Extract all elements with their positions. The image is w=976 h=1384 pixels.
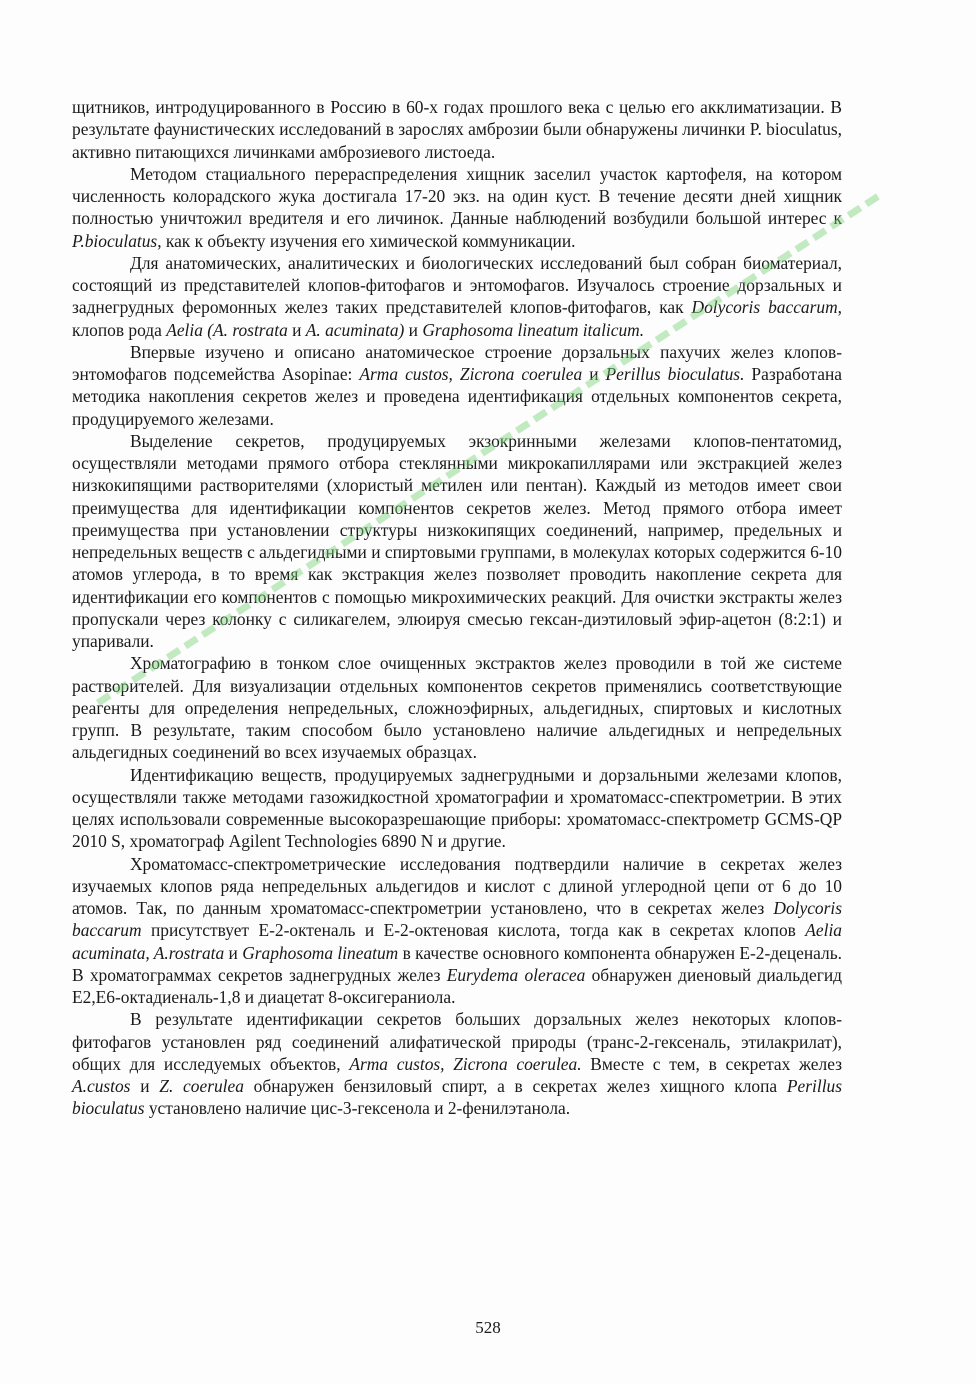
paragraph (72, 341, 842, 430)
italic-term: Eurydema oleracea (446, 964, 586, 985)
text-run: и (404, 319, 423, 340)
text-run: Впервые изучено и описано анатомическое строение дорзальных пахучих желез клопов-энтомофагов подсемейства Asopinae: (72, 341, 842, 384)
italic-term: Dolycoris baccarum (72, 898, 842, 941)
italic-term: Graphosoma lineatum italicum. (422, 319, 645, 340)
italic-term: Z. coerulea (159, 1076, 244, 1096)
text-run: Хроматомасс-спектрометрические исследования подтвердили наличие в секретах желез изучаемых клопов ряда непредельных альдегидов и кислот с длиной углеродной цепи от 6 до 10 атомов. Так, по данным хроматомасс-спектрометрии установлено, что в секретах желез (72, 853, 842, 918)
text-run: и (130, 1076, 160, 1096)
italic-term: Graphosoma lineatum (242, 942, 399, 963)
italic-term: Dolycoris baccarum (691, 297, 838, 318)
text-run: Разработана методика накопления секретов желез и проведена идентификация отдельных компонентов секрета, продуцируемого железами. (72, 364, 842, 429)
italic-term: Perillus bioculatus. (605, 364, 745, 384)
italic-term: A.custos (72, 1076, 131, 1096)
text-run: Выделение секретов, продуцируемых экзокринными железами клопов-пентатомид, осуществляли методами прямого отбора стеклянными микрокапиллярами или экстракцией желез низкокипящими растворителями (хлористый метилен или пентан). Каждый из методов имеет свои преимущества для идентификации компонентов секретов желез. Метод прямого отбора имеет преимущества при установлении структуры низкокипящих соединений, например, предельных и непредельных веществ с альдегидными и спиртовыми группами, в молекулах которых содержится 6-10 атомов углерода, в то время как экстракция желез позволяет проводить накопление секрета для идентификации его компонентов с помощью микрохимических реакций. Для очистки экстракты желез пропускали через колонку с силикагелем, элюируя смесью гексан-диэтиловый эфир-ацетон (8:2:1) и упаривали. (72, 430, 842, 651)
paragraph (72, 96, 842, 163)
text-run: Идентификацию веществ, продуцируемых заднегрудными и дорзальными железами клопов, осуществляли также методами газожидкостной хроматографии и хроматомасс-спектрометрии. В этих целях использовали современные высокоразрешающие приборы: хроматомасс-спектрометр GCMS-QP 2010 S, хроматограф Agilent Technologies 6890 N и другие. (72, 764, 842, 852)
text-run: Вместе с тем, в секретах желез (581, 1053, 842, 1074)
text-run: Методом стациального перераспределения хищник заселил участок картофеля, на котором численность колорадского жука достигала 17-20 экз. на один куст. В течение десяти дней хищник полностью уничтожил вредителя и его личинок. Данные наблюдений возбудили большой интерес к (72, 163, 842, 229)
text-run: обнаружен диеновый диальдегид E2,E6-октадиеналь-1,8 и диацетат 8-оксигераниола. (72, 964, 842, 1007)
text-run: установлено наличие цис-3-гексенола и 2-фенилэтанола. (144, 1098, 571, 1119)
italic-term: Perillus bioculatus (72, 1076, 842, 1119)
text-run: щитников, интродуцированного в Россию в 60-х годах прошлого века с целью его акклиматизации. В результате фаунистических исследований в зарослях амброзии были обнаружены личинки P. bioculatus, активно питающихся личинками амброзиевого листоеда. (72, 97, 842, 162)
paragraph (72, 853, 842, 1009)
text-run: В результате идентификации секретов больших дорзальных желез некоторых клопов-фитофагов установлен ряд соединений алифатической природы (транс-2-гексеналь, этилакрилат), общих для исследуемых объектов, (72, 1009, 842, 1074)
text-run: , клопов рода (72, 297, 843, 340)
text-run: , как к объекту изучения его химической коммуникации. (157, 230, 576, 251)
text-run: присутствует E-2-октеналь и E-2-октеновая кислота, тогда как в секретах клопов (141, 920, 806, 941)
italic-term: Arma custos, Zicrona coerulea (359, 364, 583, 384)
text-run: и (582, 364, 606, 384)
text-run: Хроматографию в тонком слое очищенных экстрактов желез проводили в той же системе растворителей. Для визуализации отдельных компонентов секретов применялись соответствующие реагенты для определения непредельных, сложноэфирных, альдегидных, спиртовых и кислотных групп. В результате, таким способом было установлено наличие альдегидных и непредельных альдегидных соединений во всех изучаемых образцах. (72, 653, 842, 763)
paragraph (72, 252, 842, 341)
text-run: Для анатомических, аналитических и биологических исследований был собран биоматериал, состоящий из представителей клопов-фитофагов и энтомофагов. Изучалось строение дорзальных и заднегрудных феромонных желез таких представителей клопов-фитофагов, как (72, 252, 842, 318)
text-run: обнаружен бензиловый спирт, а в секретах желез хищного клопа (243, 1076, 787, 1096)
paragraph (72, 430, 842, 653)
italic-term: Aelia acuminata, A.rostrata (72, 920, 842, 963)
paragraph (72, 764, 842, 853)
italic-term: Aelia (A. rostrata (166, 319, 288, 340)
paragraph (72, 652, 842, 763)
text-run: в качестве основного компонента обнаружен E-2-деценаль. В хроматограммах секретов заднегрудных желез (72, 942, 842, 985)
paragraph (72, 1008, 842, 1119)
italic-term: P.bioculatus (72, 230, 158, 251)
text-run: и (287, 319, 306, 340)
italic-term: A. acuminata) (305, 319, 405, 340)
italic-term: Arma custos, Zicrona coerulea. (349, 1053, 582, 1074)
page-number: 528 (475, 1318, 501, 1337)
body-text (72, 96, 842, 1120)
paragraph (72, 163, 842, 252)
text-run: и (224, 942, 243, 963)
